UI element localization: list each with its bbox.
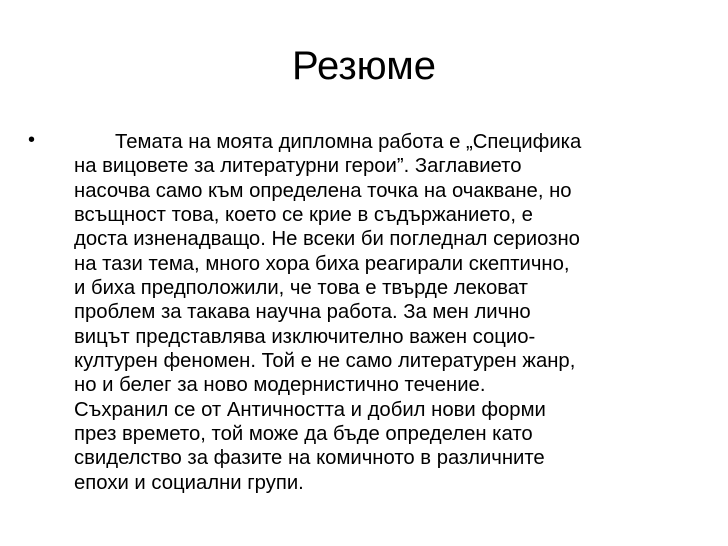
bullet-marker: • <box>28 129 36 151</box>
paragraph-line: културен феномен. Той е не само литературен жанр, <box>74 350 576 373</box>
paragraph-line: доста изненадващо. Не всеки би погледнал сериозно <box>74 228 580 251</box>
paragraph-line: на вицовете за литературни герои”. Заглавието <box>74 155 522 178</box>
slide-title: Резюме <box>292 44 436 88</box>
paragraph-line: и биха предположили, че това е твърде лековат <box>74 277 528 300</box>
paragraph-line: Съхранил се от Античността и добил нови форми <box>74 398 546 421</box>
paragraph-line: вицът представлява изключително важен социо- <box>74 325 536 348</box>
paragraph-line: на тази тема, много хора биха реагирали скептично, <box>74 252 570 275</box>
paragraph-line: епохи и социални групи. <box>74 471 304 494</box>
paragraph-line: но и белег за ново модернистично течение. <box>74 374 486 397</box>
paragraph-line: през времето, той може да бъде определен като <box>74 423 533 446</box>
paragraph-line: проблем за такава научна работа. За мен лично <box>74 301 531 324</box>
paragraph-line: свиделство за фазите на комичното в различните <box>74 447 545 470</box>
paragraph-line: всъщност това, което се крие в съдържанието, е <box>74 204 533 227</box>
paragraph-line: насочва само към определена точка на очакване, но <box>74 179 572 202</box>
summary-paragraph <box>74 130 694 495</box>
paragraph-line: Темата на моята дипломна работа е „Специфика <box>115 131 582 153</box>
